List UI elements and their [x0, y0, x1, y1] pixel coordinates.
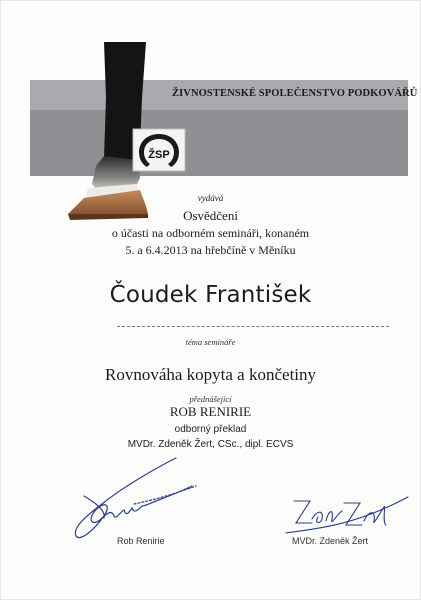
translation-label: odborný překlad — [174, 424, 247, 435]
issued-by-label: vydává — [197, 193, 224, 203]
dotted-divider — [117, 326, 389, 327]
translator-name: MVDr. Zdeněk Žert, CSc., dipl. ECVS — [127, 439, 294, 450]
signature-left — [64, 456, 214, 546]
signature-caption-left: Rob Renirie — [117, 536, 165, 546]
recipient-name: Čoudek František — [109, 282, 312, 308]
signature-right — [282, 493, 412, 541]
lecturer-label: přednášející — [189, 394, 232, 404]
signature-caption-right: MVDr. Zdeněk Žert — [292, 536, 369, 546]
certificate-title: Osvědčení — [183, 208, 238, 223]
certificate-description-line2: 5. a 6.4.2013 na hřebčíně v Měníku — [125, 243, 296, 257]
organization-name: ŽIVNOSTENSKÉ SPOLEČENSTVO PODKOVÁŘŮ — [172, 88, 418, 99]
logo-text: ŽSP — [148, 149, 170, 161]
zsp-logo — [132, 128, 186, 172]
lecturer-name: ROB RENIRIE — [169, 404, 252, 419]
seminar-topic: Rovnováha kopyta a končetiny — [104, 365, 317, 384]
certificate-description-line1: o účasti na odborném semináři, konaném — [111, 226, 310, 240]
topic-label: téma semináře — [185, 337, 236, 347]
